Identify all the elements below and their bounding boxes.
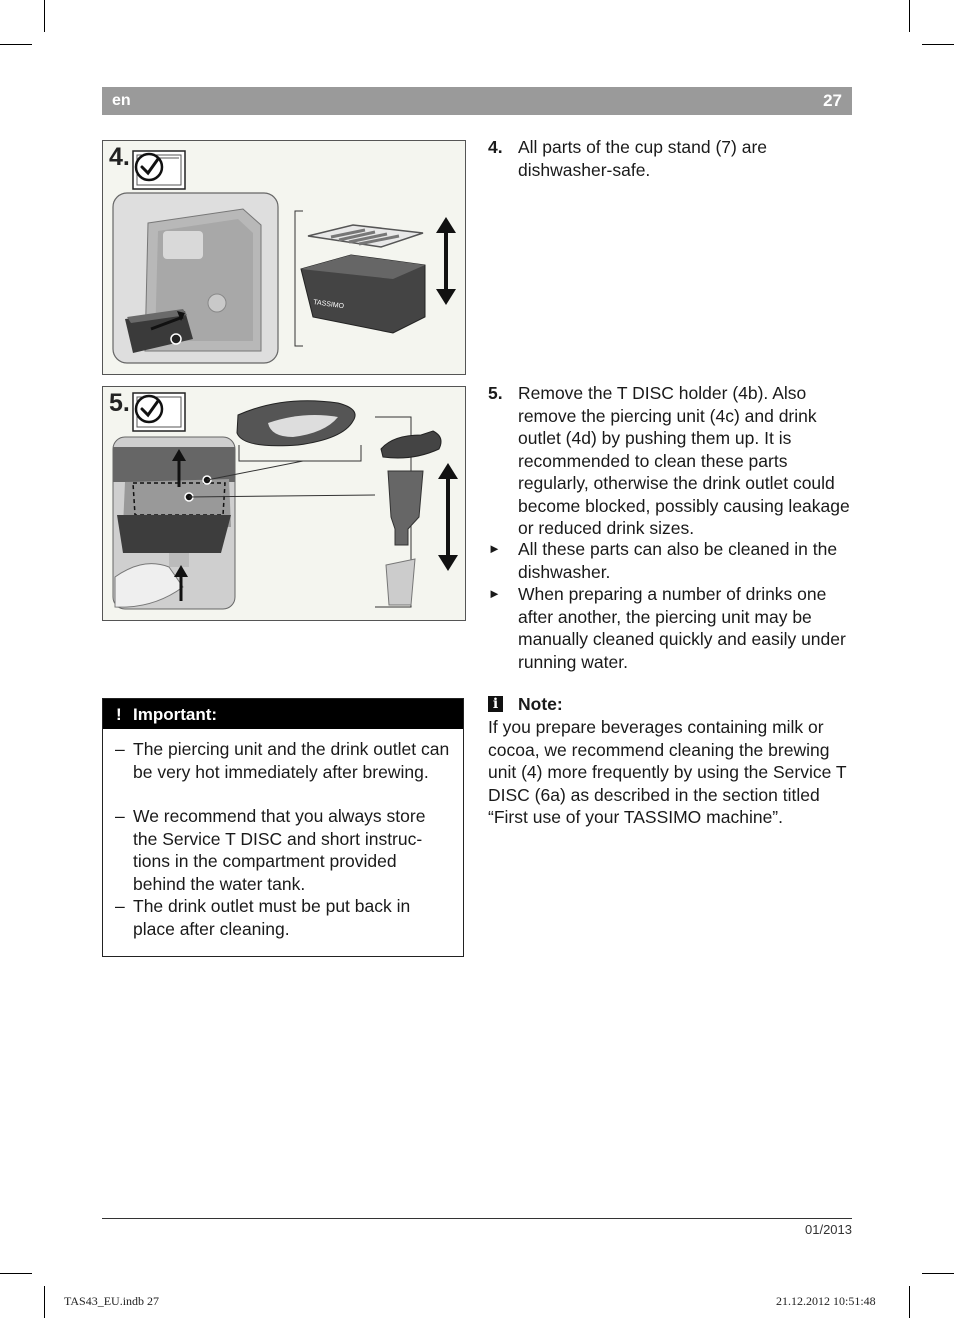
- figure-number: 5.: [109, 389, 130, 417]
- crop-mark: [44, 1286, 45, 1318]
- cup-stand-illustration: [103, 141, 465, 374]
- step-text: All parts of the cup stand (7) are dishwasher-safe.: [518, 137, 768, 180]
- crop-mark: [922, 44, 954, 45]
- bullet-arrow-icon: ►: [488, 586, 501, 601]
- step-number: 4.: [488, 137, 503, 157]
- language-code: en: [112, 92, 131, 109]
- important-item-text: The drink outlet must be put back in place after cleaning.: [133, 896, 411, 939]
- print-timestamp: 21.12.2012 10:51:48: [776, 1294, 876, 1308]
- footer-divider: [102, 1218, 852, 1219]
- page-number: 27: [823, 91, 842, 110]
- important-header: [103, 699, 463, 729]
- dishwasher-icon: [133, 151, 185, 189]
- bullet-text: When preparing a number of drinks one after another, the piercing unit may be manually cleaned quickly and easily under running water.: [518, 584, 846, 672]
- step-number: 5.: [488, 383, 503, 403]
- page-header: [102, 87, 852, 115]
- figure-step-5: [102, 386, 466, 621]
- dishwasher-icon: [133, 393, 185, 431]
- figure-step-4: [102, 140, 466, 375]
- warning-icon: !: [116, 705, 122, 724]
- crop-mark: [909, 0, 910, 32]
- dash-marker: –: [115, 896, 125, 916]
- bullet-text: All these parts can also be cleaned in the dishwasher.: [518, 539, 838, 582]
- crop-mark: [0, 44, 32, 45]
- crop-mark: [0, 1273, 32, 1274]
- important-title: Important:: [133, 705, 218, 724]
- dash-marker: –: [115, 739, 125, 759]
- crop-mark: [44, 0, 45, 32]
- piercing-unit-illustration: [103, 387, 465, 620]
- important-item-text: The piercing unit and the drink outlet can be very hot immediately after brewing.: [133, 739, 450, 782]
- step-text: Remove the T DISC holder (4b). Also remove the piercing unit (4c) and drink outlet (4d) by pushing them up. It is recommended to clean these parts regularly, otherwise the drink outlet could become blocked, possibly causing leakage or reduced drink sizes.: [518, 383, 850, 538]
- crop-mark: [909, 1286, 910, 1318]
- tassimo-logo: TASSIMO: [312, 299, 345, 311]
- print-file-info: TAS43_EU.indb 27: [64, 1294, 160, 1308]
- note-text: If you prepare beverages containing milk or cocoa, we recommend cleaning the brewing unit (4) more frequently by using the Service T DISC (6a) as described in the section titled “First use of your TASSIMO machine”.: [488, 717, 847, 827]
- dash-marker: –: [115, 806, 125, 826]
- info-icon: i: [488, 696, 503, 712]
- footer-date: 01/2013: [805, 1222, 852, 1237]
- important-item-text: We recommend that you always store the Service T DISC and short instruc-tions in the compartment provided behind the water tank.: [133, 806, 426, 894]
- important-notice: [102, 698, 464, 957]
- bullet-arrow-icon: ►: [488, 541, 501, 556]
- note-title: Note:: [518, 694, 563, 714]
- crop-mark: [922, 1273, 954, 1274]
- figure-number: 4.: [109, 143, 130, 171]
